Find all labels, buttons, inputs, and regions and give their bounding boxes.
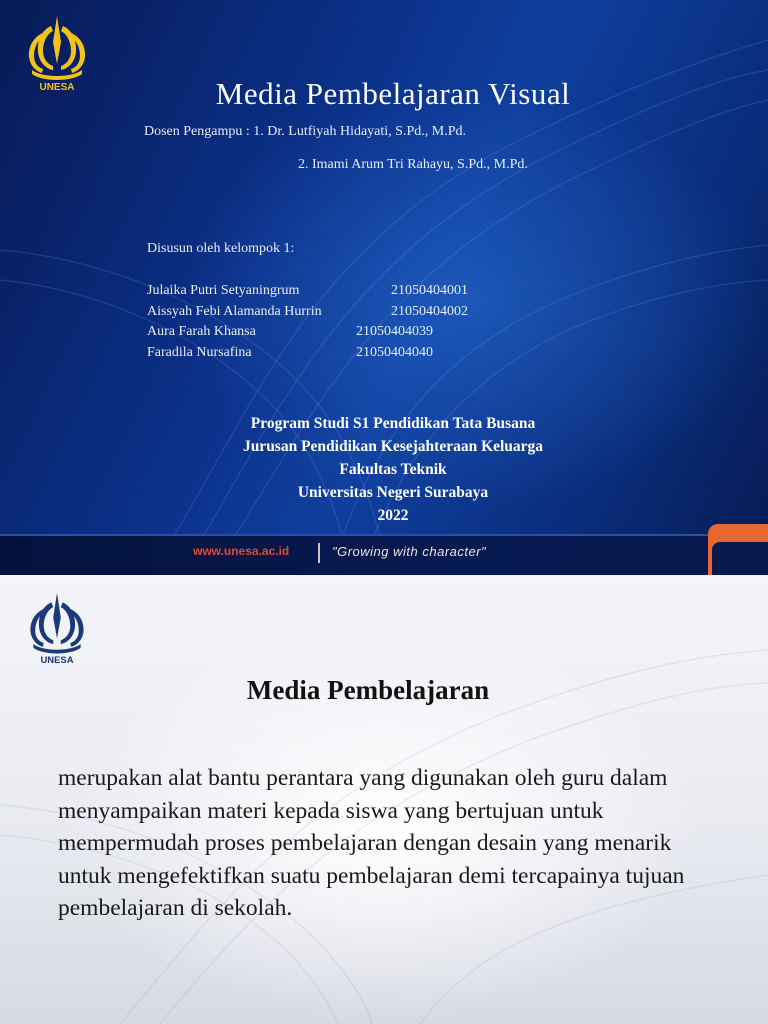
member-name: Aura Farah Khansa (147, 324, 256, 339)
member-name: Faradila Nursafina (147, 345, 252, 360)
member-id: 21050404039 (356, 324, 433, 339)
slide-body-text: merupakan alat bantu perantara yang digunakan oleh guru dalam menyampaikan materi kepada siswa yang bertujuan untuk mempermudah proses pembelajaran dengan desain yang menarik untuk mengefektifkan suatu pembelajaran demi tercapainya tujuan pembelajaran di sekolah. (58, 765, 685, 921)
footer-tagline: "Growing with character" (332, 544, 487, 559)
lecturer-line-1: Dosen Pengampu : 1. Dr. Lutfiyah Hidayati, S.Pd., M.Pd. (144, 124, 466, 139)
member-id: 21050404001 (391, 283, 468, 298)
logo-text: UNESA (39, 82, 75, 92)
slide-title: Media Pembelajaran (246, 675, 490, 705)
lecturer-line-2: 2. Imami Arum Tri Rahayu, S.Pd., M.Pd. (298, 157, 528, 172)
member-name: Aissyah Febi Alamanda Hurrin (147, 304, 322, 319)
group-label: Disusun oleh kelompok 1: (147, 241, 295, 256)
unesa-logo (22, 589, 92, 665)
member-id: 21050404040 (356, 345, 433, 360)
slide-title: Media Pembelajaran Visual (215, 76, 571, 111)
footer-separator (318, 543, 320, 563)
year: 2022 (377, 507, 409, 524)
university: Universitas Negeri Surabaya (297, 484, 489, 501)
logo-text: UNESA (40, 654, 74, 665)
member-name: Julaika Putri Setyaningrum (147, 283, 300, 298)
member-id: 21050404002 (391, 304, 468, 319)
department: Jurusan Pendidikan Kesejahteraan Keluarga (242, 438, 544, 455)
faculty: Fakultas Teknik (339, 461, 447, 478)
content-slide (0, 575, 768, 1024)
footer-divider (0, 534, 712, 536)
footer-url[interactable]: www.unesa.ac.id (193, 544, 290, 558)
footer-accent-inner (712, 542, 768, 575)
study-program: Program Studi S1 Pendidikan Tata Busana (250, 415, 536, 432)
